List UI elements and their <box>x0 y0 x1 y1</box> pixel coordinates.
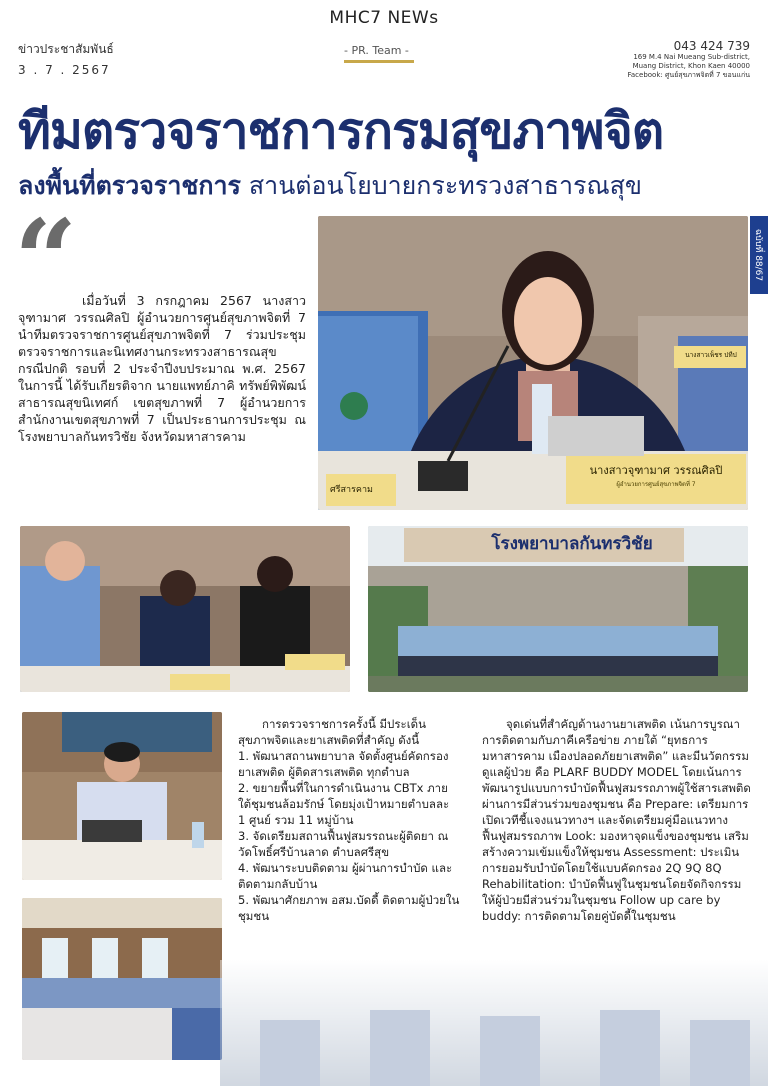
contact-address-1: 169 M.4 Nai Mueang Sub-district, <box>633 53 750 61</box>
conference-photo <box>22 898 222 1060</box>
team-underline <box>344 60 414 63</box>
masthead: MHC7 NEWs <box>329 8 439 28</box>
side-nameplate: นางสาวเพ็ชร ปทีป <box>685 351 737 359</box>
headline: ทีมตรวจราชการกรมสุขภาพจิต <box>18 102 664 160</box>
contact-block <box>628 39 751 80</box>
meeting-photo <box>20 526 350 692</box>
right-paragraph: จุดเด่นที่สำคัญด้านงานยาเสพติด เน้นการบูรณาการติดตามกับภาคีเครือข่าย ภายใต้ “ยุทธการมหาสารคาม เมืองปลอดภัยยาเสพติด” และมีนวัตกรรมดูแลผู้ป่วย คือ PLARF BUDDY MODEL โดยเน้นการพัฒนารูปแบบการบำบัดฟื้นฟูสมรรถภาพผู้ใช้สารเสพติด ผ่านการมีส่วนร่วมของชุมชน คือ Prepare: เตรียมการ เปิดเวทีชี้แจงแนวทางฯ และจัดเตรียมคู่มือแนวทางฟื้นฟูสมรรถภาพ Look: มองหาจุดแข็งของชุมชน เสริมสร้างความเข้มแข็งให้ชุมชน Assessment: ประเมินการยอมรับบำบัดโดยใช้แบบคัดกรอง 2Q 9Q 8Q Rehabilitation: บำบัดฟื้นฟูในชุมชนโดยจัดกิจกรรมให้ผู้ป่วยมีส่วนร่วมในชุมชน Follow up care by buddy: การติดตามโดยคู่บัดดี้ในชุมชน <box>482 717 751 923</box>
middle-item: 5. พัฒนาศักยภาพ อสม.บัดดี้ ติดตามผู้ป่วยในชุมชน <box>238 893 460 923</box>
nameplate-title: ผู้อำนวยการศูนย์สุขภาพจิตที่ 7 <box>616 481 696 488</box>
main-photo <box>318 216 748 510</box>
hospital-group-photo <box>368 526 748 692</box>
pr-label: ข่าวประชาสัมพันธ์ <box>18 42 114 56</box>
middle-item: 2. ขยายพื้นที่ในการดำเนินงาน CBTx ภายใต้ชุมชนล้อมรักษ์ โดยมุ่งเป้าหมายตำบลละ 1 ศูนย์ รวม 11 หมู่บ้าน <box>238 781 450 827</box>
issue-tab <box>750 216 768 294</box>
quote-mark-icon: “ <box>14 195 78 324</box>
middle-item: 3. จัดเตรียมสถานฟื้นฟูสมรรถนะผู้ติดยา ณ วัดโพธิ์ศรีบ้านลาด ตำบลศรีสุข <box>238 829 449 859</box>
intro-paragraph: เมื่อวันที่ 3 กรกฎาคม 2567 นางสาวจุฑามาศ วรรณศิลปิ ผู้อำนวยการศูนย์สุขภาพจิตที่ 7 นำทีมตรวจราชการศูนย์สุขภาพจิตที่ 7 ร่วมประชุมตรวจราชการและนิเทศงานกระทรวงสาธารณสุข กรณีปกติ รอบที่ 2 ประจำปีงบประมาณ พ.ศ. 2567 ในการนี้ ได้รับเกียรติจาก นายแพทย์ภาคิ ทรัพย์พิพัฒน์ สาธารณสุขนิเทศก์ เขตสุขภาพที่ 7 ผู้อำนวยการสำนักงานเขตสุขภาพที่ 7 เป็นประธานการประชุม ณ โรงพยาบาลกันทรวิชัย จังหวัดมหาสารคาม <box>18 293 306 444</box>
contact-phone: 043 424 739 <box>673 39 750 53</box>
contact-address-2: Muang District, Khon Kaen 40000 <box>632 62 750 70</box>
main-nameplate <box>570 461 742 489</box>
contact-facebook: Facebook: ศูนย์สุขภาพจิตที่ 7 ขอนแก่น <box>627 71 750 79</box>
left-nameplate: ศรีสารคาม <box>330 485 373 495</box>
background-fade-photo <box>220 960 768 1086</box>
middle-item: 1. พัฒนาสถานพยาบาล จัดตั้งศูนย์คัดกรอง ยาเสพติด ผู้ติดสารเสพติด ทุกตำบล <box>238 749 449 779</box>
subhead <box>18 166 642 206</box>
middle-item: 4. พัฒนาระบบติดตาม ผู้ผ่านการบำบัด และติดตามกลับบ้าน <box>238 861 453 891</box>
middle-intro: การตรวจราชการครั้งนี้ มีประเด็นสุขภาพจิตและยาเสพติดที่สำคัญ ดังนี้ <box>238 717 426 747</box>
hospital-sign: โรงพยาบาลกันทรวิชัย <box>491 534 653 554</box>
speaker-photo <box>22 712 222 880</box>
right-column <box>482 716 752 924</box>
subhead-rest: สานต่อนโยบายกระทรวงสาธารณสุข <box>240 171 642 200</box>
nameplate-name: นางสาวจุฑามาศ วรรณศิลปิ <box>589 464 723 477</box>
team-label: - PR. Team - <box>344 44 409 57</box>
publish-date: 3 . 7 . 2567 <box>18 63 111 77</box>
subhead-bold: ลงพื้นที่ตรวจราชการ <box>18 171 241 200</box>
issue-label: ฉบับที่ 88/67 <box>753 228 763 282</box>
middle-column <box>238 716 460 924</box>
